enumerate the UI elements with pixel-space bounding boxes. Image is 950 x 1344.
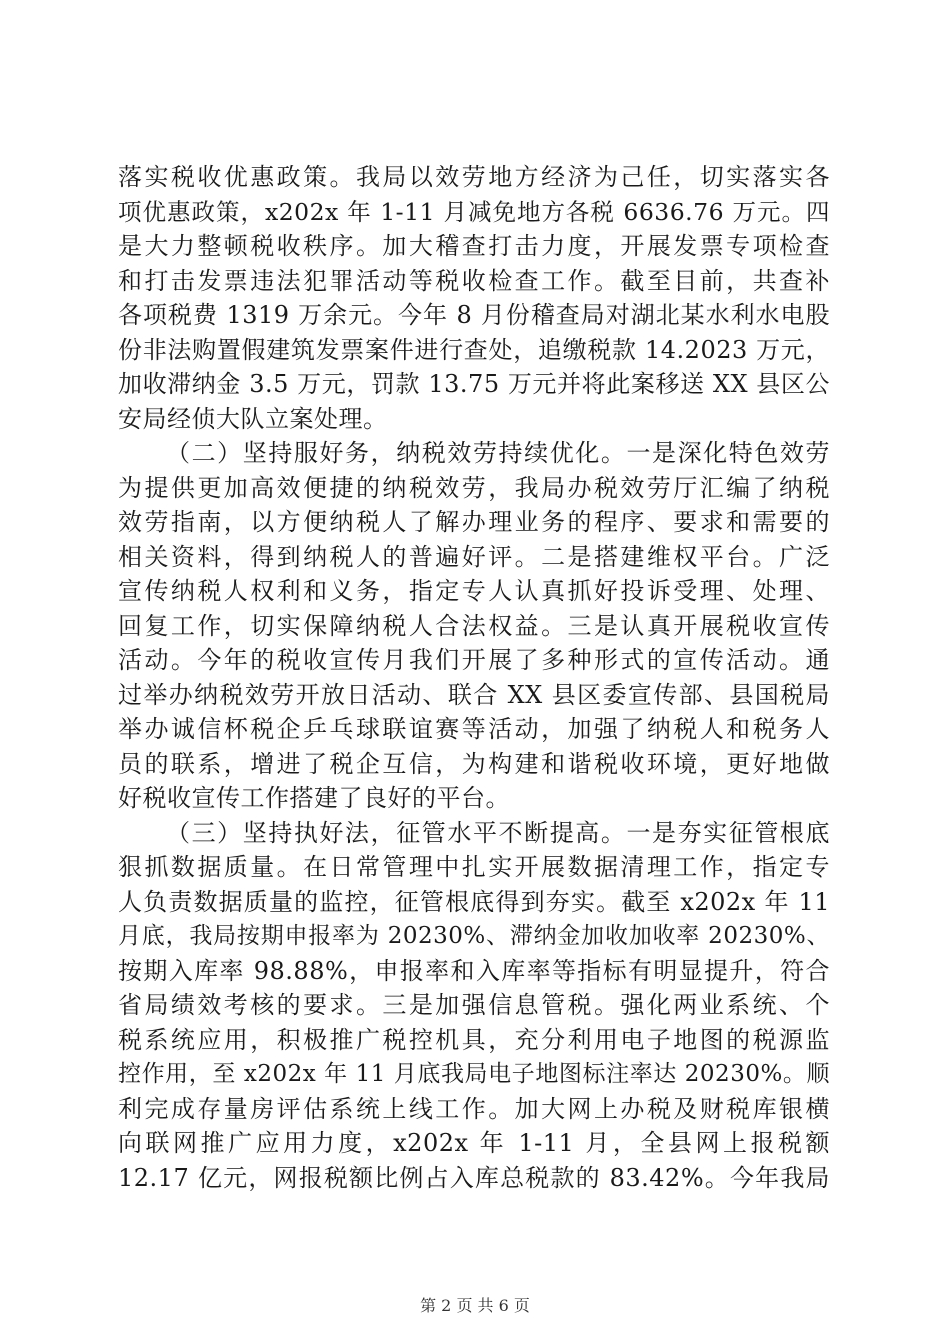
text-line: 狠抓数据质量。在日常管理中扎实开展数据清理工作，指定专 xyxy=(118,853,830,881)
text-line: 利完成存量房评估系统上线工作。加大网上办税及财税库银横 xyxy=(118,1094,830,1123)
text-line: 和打击发票违法犯罪活动等税收检查工作。截至目前，共查补 xyxy=(118,266,830,295)
text-line: 过举办纳税效劳开放日活动、联合 XX 县区委宣传部、县国税局 xyxy=(118,680,830,709)
text-line: 举办诚信杯税企乒乓球联谊赛等活动，加强了纳税人和税务人 xyxy=(118,715,830,743)
text-line: 为提供更加高效便捷的纳税效劳，我局办税效劳厅汇编了纳税 xyxy=(118,473,830,502)
text-line: 向联网推广应用力度，x202x 年 1-11 月，全县网上报税额 xyxy=(118,1129,830,1157)
text-line: 税系统应用，积极推广税控机具，充分利用电子地图的税源监 xyxy=(118,1025,830,1054)
text-line: 控作用，至 x202x 年 11 月底我局电子地图标注率达 20230%。顺 xyxy=(118,1061,830,1087)
text-line: 项优惠政策，x202x 年 1-11 月减免地方各税 6636.76 万元。四 xyxy=(118,197,830,226)
text-line: 月底，我局按期申报率为 20230%、滞纳金加收加收率 20230%、 xyxy=(118,923,830,949)
text-line: 相关资料，得到纳税人的普遍好评。二是搭建维权平台。广泛 xyxy=(118,542,830,571)
text-line: 宣传纳税人权利和义务，指定专人认真抓好投诉受理、处理、 xyxy=(118,577,830,605)
text-line: 省局绩效考核的要求。三是加强信息管税。强化两业系统、个 xyxy=(118,991,830,1019)
text-line: 人负责数据质量的监控，征管根底得到夯实。截至 x202x 年 11 xyxy=(118,887,830,916)
text-line: 效劳指南，以方便纳税人了解办理业务的程序、要求和需要的 xyxy=(118,508,830,536)
text-line: 活动。今年的税收宣传月我们开展了多种形式的宣传活动。通 xyxy=(118,646,830,674)
text-line: 回复工作，切实保障纳税人合法权益。三是认真开展税收宣传 xyxy=(118,611,830,640)
text-line: 好税收宣传工作搭建了良好的平台。 xyxy=(118,784,510,812)
page-number-footer: 第 2 页 共 6 页 xyxy=(420,1296,530,1315)
text-line: 员的联系，增进了税企互信，为构建和谐税收环境，更好地做 xyxy=(118,749,830,778)
text-line: 12.17 亿元，网报税额比例占入库总税款的 83.42%。今年我局 xyxy=(118,1163,830,1192)
text-line: 份非法购置假建筑发票案件进行查处，追缴税款 14.2023 万元， xyxy=(118,335,830,364)
text-line: 加收滞纳金 3.5 万元，罚款 13.75 万元并将此案移送 XX 县区公 xyxy=(118,370,830,398)
text-line: 落实税收优惠政策。我局以效劳地方经济为己任，切实落实各 xyxy=(118,163,830,191)
text-line: 各项税费 1319 万余元。今年 8 月份稽查局对湖北某水利水电股 xyxy=(118,301,830,329)
text-line: 按期入库率 98.88%，申报率和入库率等指标有明显提升，符合 xyxy=(118,956,830,985)
section-heading-line: （二）坚持服好务，纳税效劳持续优化。一是深化特色效劳 xyxy=(166,439,830,467)
text-line: 是大力整顿税收秩序。加大稽查打击力度，开展发票专项检查 xyxy=(118,232,830,260)
text-line: 安局经侦大队立案处理。 xyxy=(118,404,388,433)
section-heading-line: （三）坚持执好法，征管水平不断提高。一是夯实征管根底 xyxy=(166,818,830,847)
